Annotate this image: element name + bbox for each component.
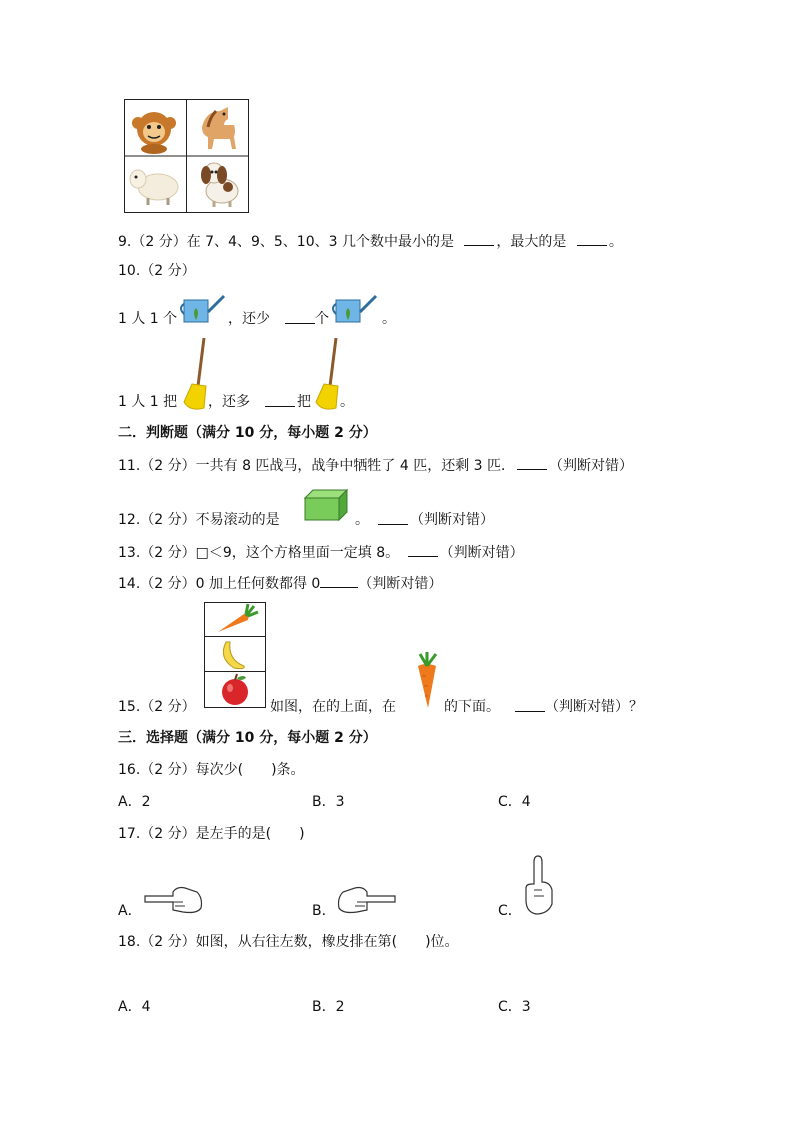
- question-13: [118, 542, 524, 562]
- q10-line1-b: ，还少: [228, 311, 270, 327]
- q11-text: 11.（2 分）一共有 8 匹战马，战争中牺牲了 4 匹，还剩 3 匹．: [118, 458, 516, 474]
- q14-blank[interactable]: [320, 573, 358, 588]
- q13-blank[interactable]: [408, 542, 438, 557]
- q9-end: 。: [608, 234, 623, 250]
- q9-mid: ，最大的是: [496, 234, 567, 250]
- q18-text: 18.（2 分）如图，从右往左数，橡皮排在第( )位。: [118, 934, 459, 950]
- q12-text: 12.（2 分）不易滚动的是: [118, 512, 280, 528]
- animal-grid: [124, 99, 249, 213]
- carrot-icon: [412, 652, 442, 710]
- q13-text: 13.（2 分）□＜9，这个方格里面一定填 8。: [118, 545, 400, 561]
- hand-pointing-right-icon[interactable]: [335, 882, 397, 916]
- q12-tail: （判断对错）: [410, 512, 494, 528]
- q16-option-a[interactable]: A．2: [118, 794, 151, 810]
- q10-line1-a: 1 人 1 个: [118, 311, 178, 327]
- q11-blank[interactable]: [517, 455, 547, 470]
- question-11: [118, 455, 633, 475]
- q15-blank[interactable]: [515, 697, 545, 712]
- q9-blank-max[interactable]: [577, 231, 607, 246]
- q10-line1-c: 个: [315, 311, 329, 327]
- q11-tail: （判断对错）: [549, 458, 634, 474]
- q14-tail: （判断对错）: [358, 576, 443, 592]
- fruit-stack: [204, 602, 266, 708]
- question-9: [118, 231, 623, 251]
- q15-b: 的下面。: [444, 699, 500, 715]
- q18-option-a[interactable]: A．4: [118, 999, 151, 1015]
- watering-can-icon: [178, 290, 226, 324]
- q10-blank-2[interactable]: [265, 392, 295, 407]
- section-3-title: 三．选择题（满分 10 分，每小题 2 分）: [118, 730, 377, 746]
- q16-option-b[interactable]: B．3: [312, 794, 345, 810]
- q17-text: 17.（2 分）是左手的是( ): [118, 826, 305, 842]
- q10-line2-c: 把: [297, 394, 311, 410]
- q10-blank-1[interactable]: [285, 309, 315, 324]
- broom-icon: [180, 336, 210, 412]
- q15-text: 15.（2 分）: [118, 699, 196, 715]
- broom-icon: [312, 336, 342, 412]
- q16-option-c[interactable]: C．4: [498, 794, 531, 810]
- q17-option-a[interactable]: A．: [118, 903, 142, 919]
- q10-line2-a: 1 人 1 把: [118, 394, 178, 410]
- q9-blank-min[interactable]: [464, 231, 494, 246]
- q13-tail: （判断对错）: [439, 545, 524, 561]
- q9-text: 9.（2 分）在 7、4、9、5、10、3 几个数中最小的是: [118, 234, 454, 250]
- q12-mid: 。: [355, 512, 369, 528]
- q15-a: 如图，在的上面，在: [270, 699, 396, 715]
- q10-line1-d: 。: [382, 311, 396, 327]
- q10-line2-b: ，还多: [208, 394, 250, 410]
- section-2-title: 二．判断题（满分 10 分，每小题 2 分）: [118, 425, 377, 441]
- q17-option-b[interactable]: B．: [312, 903, 336, 919]
- q15-tail: （判断对错）？: [545, 699, 643, 715]
- q14-text: 14.（2 分）0 加上任何数都得 0: [118, 576, 321, 592]
- question-14: [118, 573, 442, 593]
- q18-option-c[interactable]: C．3: [498, 999, 531, 1015]
- hand-pointing-left-icon[interactable]: [143, 882, 205, 916]
- q12-blank[interactable]: [378, 510, 408, 525]
- question-10-header: 10.（2 分）: [118, 263, 196, 279]
- hand-pointing-up-icon[interactable]: [520, 854, 556, 916]
- q18-option-b[interactable]: B．2: [312, 999, 345, 1015]
- watering-can-icon: [330, 290, 378, 324]
- cuboid-icon: [303, 488, 349, 522]
- q17-option-c[interactable]: C．: [498, 903, 522, 919]
- q10-line2-d: 。: [340, 394, 354, 410]
- q16-text: 16.（2 分）每次少( )条。: [118, 762, 305, 778]
